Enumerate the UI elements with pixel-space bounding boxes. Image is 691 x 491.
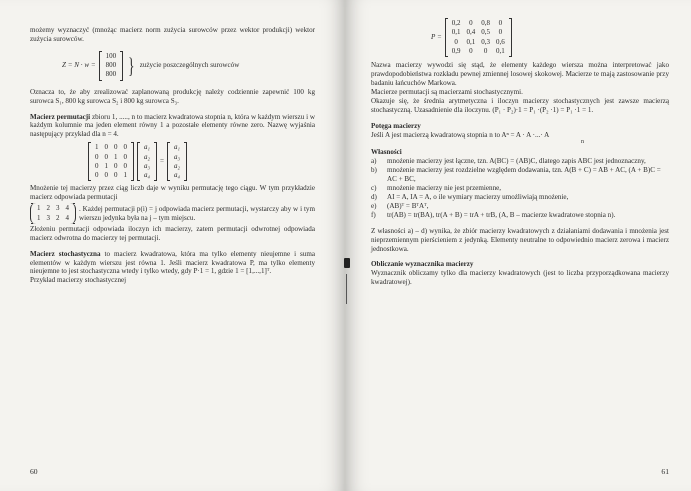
matrix-cell: 0 bbox=[123, 161, 127, 170]
power-definition bbox=[371, 131, 669, 140]
properties-list bbox=[371, 157, 669, 219]
vector-cell: a₄ bbox=[144, 171, 150, 180]
list-item bbox=[371, 193, 669, 202]
pair-cell: 4 bbox=[65, 213, 69, 222]
permutation-explanation-3: Złożeniu permutacji odpowiada iloczyn ich macierzy, zatem permutacji odwrotnej odpowiada macierz odwrotna do macierzy tej permutacji. bbox=[30, 224, 315, 242]
permutation-explanation-1: Mnożenie tej macierzy przez ciąg liczb daje w wyniku permutację tego ciągu. W tym przykładzie macierz odpowiada permutacji bbox=[30, 184, 315, 202]
pair-cell: 1 bbox=[37, 213, 41, 222]
vector-cell: a₂ bbox=[144, 152, 150, 161]
matrix-cell: 0 bbox=[114, 143, 118, 152]
list-item-label: c) bbox=[371, 184, 377, 193]
list-item-label: f) bbox=[371, 210, 376, 219]
matrix-cell: 1 bbox=[95, 143, 99, 152]
properties-heading: Własności bbox=[371, 148, 402, 157]
left-page bbox=[0, 0, 345, 491]
vector-cell: a₂ bbox=[173, 161, 180, 170]
list-item-label: e) bbox=[371, 201, 377, 210]
matrix-cell: 0,1 bbox=[496, 46, 505, 55]
list-item-text: (AB)ᵀ = BᵀAᵀ, bbox=[387, 201, 429, 210]
list-item-label: d) bbox=[371, 192, 377, 201]
matrix-cell: 0,1 bbox=[466, 37, 476, 46]
matrix-cell: 1 bbox=[123, 171, 127, 180]
matrix-cell: 0 bbox=[469, 46, 473, 55]
gutter-line bbox=[346, 274, 347, 304]
matrix-cell: 0 bbox=[498, 19, 503, 27]
vector-cell: a₃ bbox=[173, 152, 180, 161]
permutation-heading: Macierz permutacji bbox=[30, 112, 91, 121]
matrix-cell: 0,3 bbox=[481, 37, 491, 46]
right-page bbox=[345, 0, 691, 491]
matrix-cell: 0 bbox=[123, 143, 127, 152]
determinant-paragraph: Wyznacznik obliczamy tylko dla macierzy kwadratowych (jest to liczba przyporządkowana macierzy kwadratowej). bbox=[371, 269, 669, 287]
permutation-explanation-2: . Każdej permutacji p(i) = j odpowiada macierz permutacji, wystarczy aby w i tym wierszu jedynka była na j – tym miejscu. bbox=[79, 204, 315, 222]
matrix-cell: 0 bbox=[104, 171, 108, 180]
vector-a bbox=[137, 142, 157, 181]
ring-paragraph: Z własności a) – d) wynika, że zbiór macierzy kwadratowych z działaniami dodawania i mnożenia jest nieprzemiennym pierścieniem z jedynką. Elementy neutralne to odpowiednio macierz zerowa i macierz jednostkowa. bbox=[371, 226, 669, 253]
matrix-cell: 0 bbox=[95, 152, 99, 161]
matrix-cell: 0 bbox=[114, 171, 118, 180]
pair-cell: 1 bbox=[37, 204, 41, 213]
list-item-label: b) bbox=[371, 166, 377, 175]
brace-label: zużycie poszczególnych surowców bbox=[139, 61, 240, 70]
matrix-cell: 0 bbox=[123, 152, 127, 161]
matrix-cell: 1 bbox=[114, 152, 118, 161]
power-heading: Potęga macierzy bbox=[371, 121, 421, 130]
vector-cell: a₁ bbox=[173, 143, 180, 152]
power-text: Jeśli A jest macierzą kwadratową stopnia n to Aⁿ = A · A ·...· A bbox=[371, 130, 550, 139]
permutation-notation bbox=[30, 203, 315, 224]
permutation-stochastic-note: Macierze permutacji są macierzami stochastycznymi. bbox=[371, 87, 523, 96]
vector-cell: a₃ bbox=[144, 161, 150, 170]
pair-cell: 2 bbox=[46, 204, 50, 213]
permutation-definition bbox=[30, 113, 315, 140]
page-number-right: 61 bbox=[661, 467, 669, 477]
matrix-cell: 0,1 bbox=[451, 28, 461, 37]
matrix-cell: 0 bbox=[95, 161, 99, 170]
matrix-cell: 0,8 bbox=[481, 19, 491, 27]
pair-cell: 4 bbox=[65, 204, 69, 213]
pair-cell: 3 bbox=[56, 204, 60, 213]
matrix-cell: 0 bbox=[498, 28, 503, 37]
list-item bbox=[371, 184, 669, 193]
permutation-pairs bbox=[30, 203, 76, 224]
matrix-label: P = bbox=[431, 33, 442, 42]
vector-b bbox=[167, 142, 187, 181]
vector-cell: 800 bbox=[105, 61, 117, 70]
matrix-cell: 0 bbox=[95, 171, 99, 180]
matrix-cell: 0,6 bbox=[496, 37, 505, 46]
stochastic-text: to macierz kwadratowa, która ma tylko elementy nieujemne i suma elementów w każdym wierszu jest równa 1. Jeśli macierz kwadratowa P, ma tylko elementy nieujemne to jest stochastyczna wtedy i tylko wtedy, gdy P·1 = 1, gdzie 1 = [1,...,1]ᵀ. bbox=[30, 249, 316, 276]
markov-paragraph: Nazwa macierzy wywodzi się stąd, że elementy każdego wiersza można interpretować jako prawdopodobieństwa rozkładu pewnej zmiennej losowej skokowej. Macierze te mają zastosowanie przy badaniu łańcuchów Markowa. bbox=[371, 61, 669, 87]
intro-paragraph: możemy wyznaczyć (mnożąc macierz norm zużycia surowców przez wektor produkcji) wektor zużycia surowców. bbox=[30, 26, 315, 43]
matrix-cell: 0 bbox=[104, 152, 108, 161]
matrix-cell: 0 bbox=[114, 161, 118, 170]
matrix-cell: 0,2 bbox=[451, 19, 461, 27]
list-item bbox=[371, 157, 669, 166]
matrix-cell: 0,4 bbox=[466, 28, 476, 37]
permutation-example bbox=[30, 142, 315, 181]
vector-cell: a₁ bbox=[144, 143, 150, 152]
list-item-text: tr(AB) = tr(BA), tr(A + B) = trA + trB, (A, B – macierze kwadratowe stopnia n). bbox=[387, 210, 616, 219]
matrix-cell: 0 bbox=[469, 19, 473, 27]
vector-cell: a₄ bbox=[173, 171, 180, 180]
consumption-formula bbox=[30, 51, 315, 81]
list-item-text: mnożenie macierzy jest łączne, tzn. A(BC) = (AB)C, dlatego zapis ABC jest jednoznaczny, bbox=[387, 157, 646, 166]
product-paragraph: Okazuje się, że średnia arytmetyczna i iloczyn macierzy stochastycznych jest zawsze macierzą stochastyczną. Uzasadnienie dla iloczynu. (P₁ · P₂)·1 = P₁ ·(P₂ ·1) = P₁ ·1 = 1. bbox=[371, 96, 669, 114]
power-underbrace-label: n bbox=[581, 139, 584, 146]
pair-cell: 3 bbox=[46, 213, 50, 222]
matrix-cell: 0 bbox=[483, 46, 488, 55]
stochastic-matrix-example bbox=[371, 18, 669, 57]
permutation-text: zbioru 1, ....., n to macierz kwadratowa stopnia n, która w każdym wierszu i w każdym kolumnie ma jeden element równy 1 a pozostałe elementy równe zero. Nazwę wyjaśnia następujący przykład dla n = 4. bbox=[30, 112, 315, 139]
right-brace-icon: } bbox=[128, 52, 135, 78]
vector-cell: 100 bbox=[105, 51, 117, 60]
formula-lhs: Z = N · w = bbox=[62, 61, 96, 70]
list-item bbox=[371, 211, 669, 220]
list-item-text: mnożenie macierzy nie jest przemienne, bbox=[387, 184, 502, 193]
vector-cell: 800 bbox=[105, 70, 117, 79]
stochastic-heading: Macierz stochastyczna bbox=[30, 249, 101, 258]
equals-sign: = bbox=[159, 157, 164, 166]
determinant-heading: Obliczanie wyznacznika macierzy bbox=[371, 260, 474, 269]
list-item-text: AI = A, IA = A, o ile wymiary macierzy umożliwiają mnożenie, bbox=[387, 192, 569, 201]
pair-cell: 2 bbox=[56, 213, 60, 222]
list-item bbox=[371, 166, 669, 184]
matrix-cell: 1 bbox=[104, 161, 108, 170]
page-number-left: 60 bbox=[30, 467, 38, 477]
stochastic-definition bbox=[30, 250, 315, 277]
list-item-text: mnożenie macierzy jest rozdzielne względem dodawania, tzn. A(B + C) = AB + AC, (A + B)C = AC + BC, bbox=[387, 166, 661, 184]
matrix-cell: 0,5 bbox=[481, 28, 491, 37]
consumption-vector bbox=[99, 51, 124, 81]
matrix-cell: 0 bbox=[454, 37, 458, 46]
stochastic-example-label: Przykład macierzy stochastycznej bbox=[30, 276, 127, 285]
list-item-label: a) bbox=[371, 157, 377, 166]
list-item bbox=[371, 202, 669, 211]
permutation-matrix bbox=[88, 142, 134, 181]
designation-paragraph: Oznacza to, że aby zrealizować zaplanowaną produkcję należy codziennie zapewnić 100 kg surowca S₁, 800 kg surowca S₂ i 800 kg surowca S₃. bbox=[30, 87, 315, 105]
bookmark-tab-icon bbox=[344, 258, 350, 268]
stochastic-matrix bbox=[445, 18, 512, 57]
matrix-cell: 0 bbox=[104, 143, 108, 152]
matrix-cell: 0,9 bbox=[451, 46, 461, 55]
